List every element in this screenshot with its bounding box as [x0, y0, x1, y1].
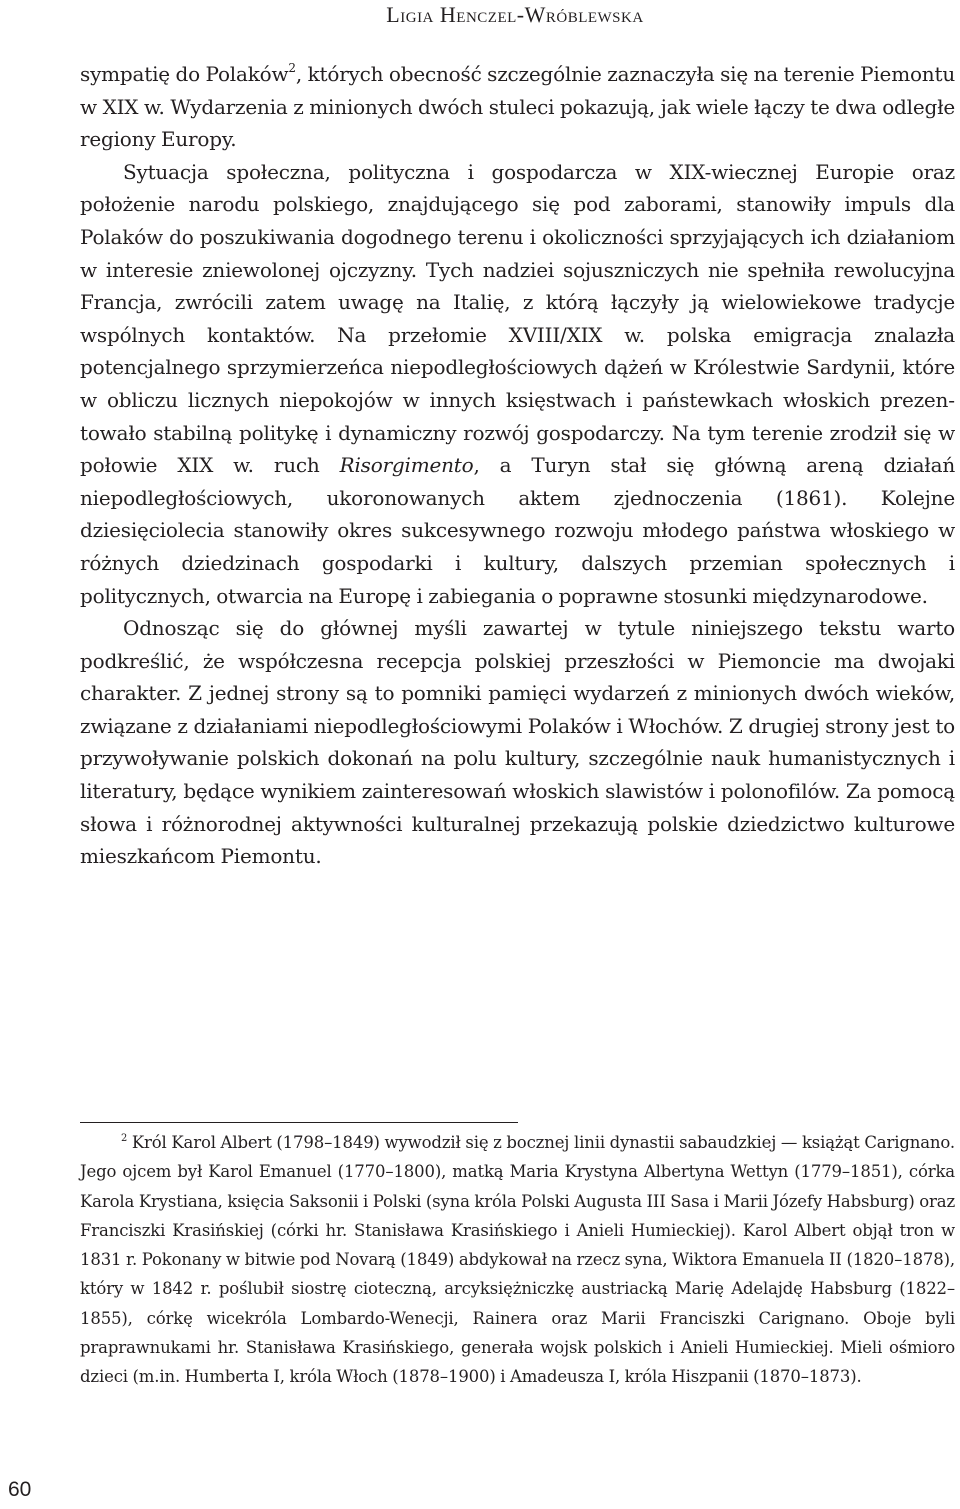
footnote-text: Król Karol Albert (1798–1849) wywodził się z bocznej linii dynastii sabaudzkiej — książąt Carignano. Jego ojcem był Karol Emanuel (1770–1800), matką Maria Krystyna Albertyna Wettyn (1779–1851), córka Karola Krystiana, księcia Saksonii i Polski (syna króla Polski Augusta III Sasa i Marii Józefy Habsburg) oraz Franciszki Krasińskiej (córki hr. Stanisława Krasińskiego i Anieli Humieckiej). Karol Albert objął tron w 1831 r. Pokonany w bitwie pod Novarą (1849) abdykował na rzecz syna, Wiktora Emanuela II (1820–1878), który w 1842 r. poślubił siostrę cioteczną, arcyksiężniczkę austriacką Marię Adelajdę Habsburg (1822–1855), córkę wicekróla Lombardo-Wenecji, Rainera oraz Marii Franciszki Carignano. Oboje byli praprawnukami hr. Stanisława Krasińskiego, generała wojsk polskich i Anieli Humieckiej. Mieli ośmioro dzieci (m.in. Humberta I, króla Włoch (1878–1900) i Amadeusza I, króla Hiszpanii (1870–1873).: [80, 1133, 955, 1387]
footnote-2: [80, 1128, 955, 1392]
paragraph-2-start: Sytuacja społeczna, polityczna i gospodarcza w XIX-wiecznej Europie oraz położenie narodu polskiego, znajdującego się pod zaborami, stanowiły impuls dla Polaków do poszukiwania dogodnego terenu i okoliczności sprzyjających ich działaniom w interesie zniewolonej ojczyzny. Tych nadziei sojuszniczych nie spełniła rewolucyjna Francja, zwrócili zatem uwagę na Italię, z którą łączyły ją wielowiekowe tradycje wspólnych kontaktów. Na przełomie XVIII/XIX w. polska emigracja znalazła potencjalnego sprzymierzeńca niepodległościowych dążeń w Królestwie Sardynii, które w obliczu licznych niepokojów w innych księstwach i państewkach włoskich prezentowało stabilną politykę i dynamiczny rozwój gospodarczy. Na tym terenie zrodził się w połowie XIX w. ruch: [80, 159, 955, 478]
footnotes: [80, 1128, 955, 1392]
paragraph-1-start: sympatię do Polaków: [80, 62, 289, 86]
paragraph-3: Odnosząc się do głównej myśli zawartej w tytule niniejszego tekstu warto podkreślić, że współczesna recepcja polskiej przeszłości w Piemoncie ma dwojaki charakter. Z jednej strony są to pomniki pamięci wydarzeń z minionych dwóch wieków, związane z działaniami niepodległościowymi Polaków i Włochów. Z drugiej strony jest to przywoływanie polskich dokonań na polu kultury, szczególnie nauk humanistycznych i literatury, będące wynikiem zainteresowań włoskich slawistów i polonofilów. Za pomocą słowa i różnorodnej aktywności kulturalnej przekazują polskie dziedzictwo kulturowe mieszkańcom Piemontu.: [80, 616, 955, 869]
paragraph-1-rest: , których obecność szczególnie zaznaczyła się na terenie Piemontu w XIX w. Wydarzenia z minionych dwóch stuleci pokazują, jak wiele łączy te dwa odległe regiony Europy.: [80, 62, 955, 152]
footnote-marker: 2: [121, 1132, 128, 1144]
italic-term: Risorgimento: [339, 453, 474, 478]
footnote-separator: [80, 1122, 518, 1123]
paragraph-2-rest: , a Turyn stał się główną areną działań niepodległościowych, ukoronowanych aktem zjednoczenia (1861). Kolejne dziesięciolecia stanowiły okres sukcesywnego rozwoju młodego państwa włoskiego w różnych dziedzinach gospodarki i kultury, dalszych przemian społecznych i politycznych, otwarcia na Europę i zabiegania o poprawne stosunki międzynarodowe.: [80, 453, 955, 608]
paragraph-1: [80, 58, 955, 156]
page-number: 60: [8, 1478, 32, 1501]
main-text: [80, 58, 955, 873]
paragraph-2: [80, 156, 955, 612]
footnote-reference[interactable]: 2: [288, 61, 296, 76]
running-head: Ligia Henczel-Wróblewska: [386, 2, 644, 27]
